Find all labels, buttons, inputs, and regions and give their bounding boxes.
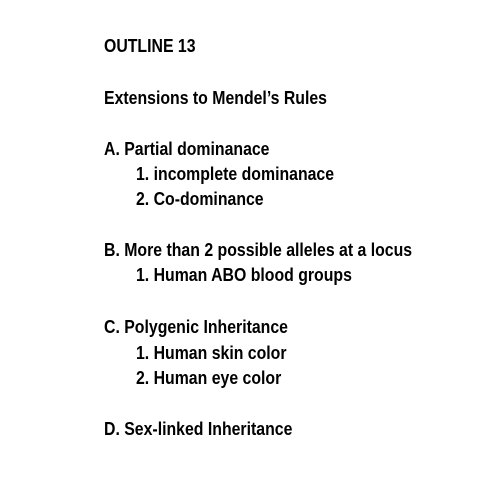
section-c-item-1: 1. Human skin color [136, 343, 287, 363]
section-a-item-2: 2. Co-dominance [136, 189, 264, 209]
outline-subtitle: Extensions to Mendel’s Rules [104, 88, 327, 108]
section-heading-a: A. Partial dominanace [104, 139, 270, 159]
outline-title: OUTLINE 13 [104, 36, 196, 56]
section-c-item-2: 2. Human eye color [136, 368, 282, 388]
section-b-item-1: 1. Human ABO blood groups [136, 265, 352, 285]
section-heading-c: C. Polygenic Inheritance [104, 317, 288, 337]
section-heading-b: B. More than 2 possible alleles at a locus [104, 240, 413, 260]
section-a-item-1: 1. incomplete dominanace [136, 164, 335, 184]
section-heading-d: D. Sex-linked Inheritance [104, 419, 293, 439]
